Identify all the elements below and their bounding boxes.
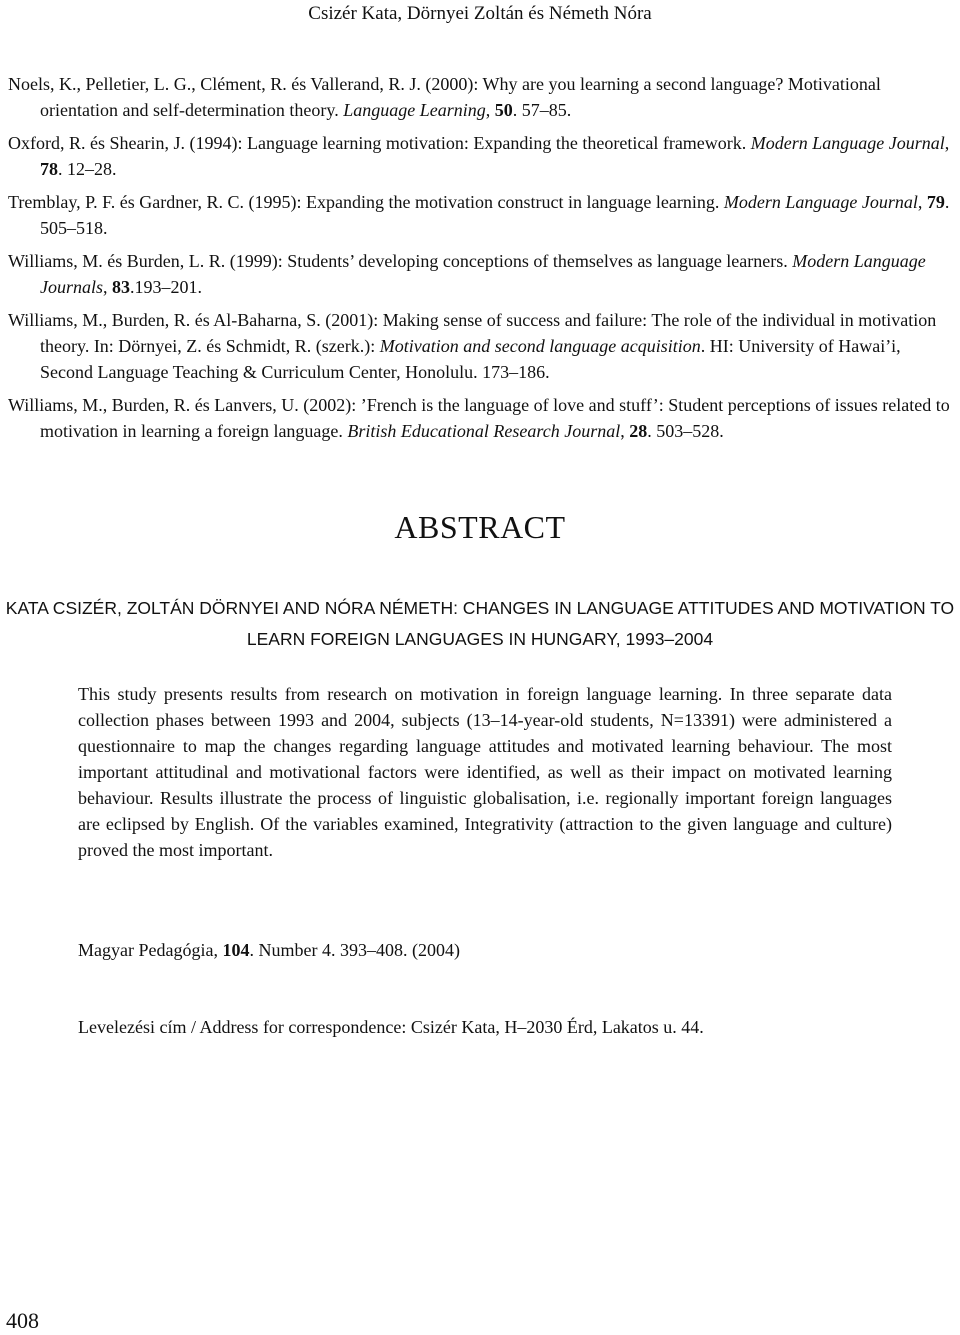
reference-pages: . 12–28. <box>58 159 117 179</box>
reference-text: Noels, K., Pelletier, L. G., Clément, R. és Vallerand, R. J. (2000): Why are you learning a second language? Motivational orientation and self-determination theory. <box>8 74 881 120</box>
reference-text: Williams, M., Burden, R. és Al-Baharna, S. (2001): Making sense of success and failure: The role of the individual in motivation theory. In: Dörnyei, Z. és Schmidt, R. (szerk.): <box>8 310 937 356</box>
reference-separator: , <box>917 192 927 212</box>
abstract-title: KATA CSIZÉR, ZOLTÁN DÖRNYEI AND NÓRA NÉMETH: CHANGES IN LANGUAGE ATTITUDES AND MOTIVATION TO LEARN FOREIGN LANGUAGES IN HUNGARY, 1993–2004 <box>5 598 955 649</box>
reference-entry <box>8 307 954 385</box>
reference-separator: , <box>485 100 495 120</box>
reference-separator: , <box>620 421 630 441</box>
citation-volume: 104 <box>222 940 250 960</box>
page-number: 408 <box>6 1308 39 1333</box>
reference-separator: , <box>103 277 112 297</box>
reference-text: Oxford, R. és Shearin, J. (1994): Language learning motivation: Expanding the theoretical framework. <box>8 133 751 153</box>
running-header: Csizér Kata, Dörnyei Zoltán és Németh Nóra <box>308 3 652 24</box>
reference-journal: Modern Language Journal <box>750 133 945 153</box>
journal-citation <box>78 937 892 963</box>
reference-pages: . 57–85. <box>512 100 572 120</box>
reference-pages: . 503–528. <box>647 421 724 441</box>
reference-entry <box>8 130 954 182</box>
reference-pages: .193–201. <box>130 277 202 297</box>
reference-separator: , <box>944 133 950 153</box>
reference-journal: British Educational Research Journal <box>347 421 621 441</box>
reference-entry <box>8 189 954 241</box>
reference-journal: Motivation and second language acquisition <box>379 336 701 356</box>
reference-list <box>8 71 954 451</box>
reference-entry <box>8 71 954 123</box>
reference-text: Williams, M. és Burden, L. R. (1999): Students’ developing conceptions of themselves as language learners. <box>8 251 793 271</box>
abstract-body: This study presents results from research on motivation in foreign language learning. In three separate data collection phases between 1993 and 2004, subjects (13–14-year-old students, N=13391) were administered a questionnaire to map the changes regarding language attitudes and motivated learning behaviour. The most important attitudinal and motivational factors were identified, as well as their impact on motivated learning behaviour. Results illustrate the process of linguistic globalisation, i.e. regionally important foreign languages are eclipsed by English. Of the variables examined, Integrativity (attraction to the given language and culture) proved the most important. <box>78 684 892 860</box>
abstract-heading: ABSTRACT <box>394 509 566 545</box>
reference-entry <box>8 248 954 300</box>
correspondence-address: Levelezési cím / Address for correspondence: Csizér Kata, H–2030 Érd, Lakatos u. 44. <box>78 1017 704 1037</box>
reference-volume: 83 <box>112 277 130 297</box>
citation-details: . Number 4. 393–408. (2004) <box>249 940 460 960</box>
reference-volume: 79 <box>926 192 945 212</box>
reference-volume: 50 <box>494 100 513 120</box>
reference-journal: Modern Language Journals <box>40 251 926 297</box>
citation-journal: Magyar Pedagógia, <box>78 940 223 960</box>
reference-volume: 28 <box>629 421 648 441</box>
reference-pages: . HI: University of Hawai’i, Second Language Teaching & Curriculum Center, Honolulu. 173–186. <box>40 336 901 382</box>
reference-volume: 78 <box>40 159 58 179</box>
reference-journal: Language Learning <box>343 100 486 120</box>
reference-journal: Modern Language Journal <box>723 192 918 212</box>
reference-pages: . 505–518. <box>40 192 950 238</box>
reference-text: Tremblay, P. F. és Gardner, R. C. (1995): Expanding the motivation construct in language learning. <box>8 192 724 212</box>
reference-entry <box>8 392 954 444</box>
reference-text: Williams, M., Burden, R. és Lanvers, U. (2002): ’French is the language of love and stuff’: Student perceptions of issues related to motivation in learning a foreign language. <box>8 395 950 441</box>
